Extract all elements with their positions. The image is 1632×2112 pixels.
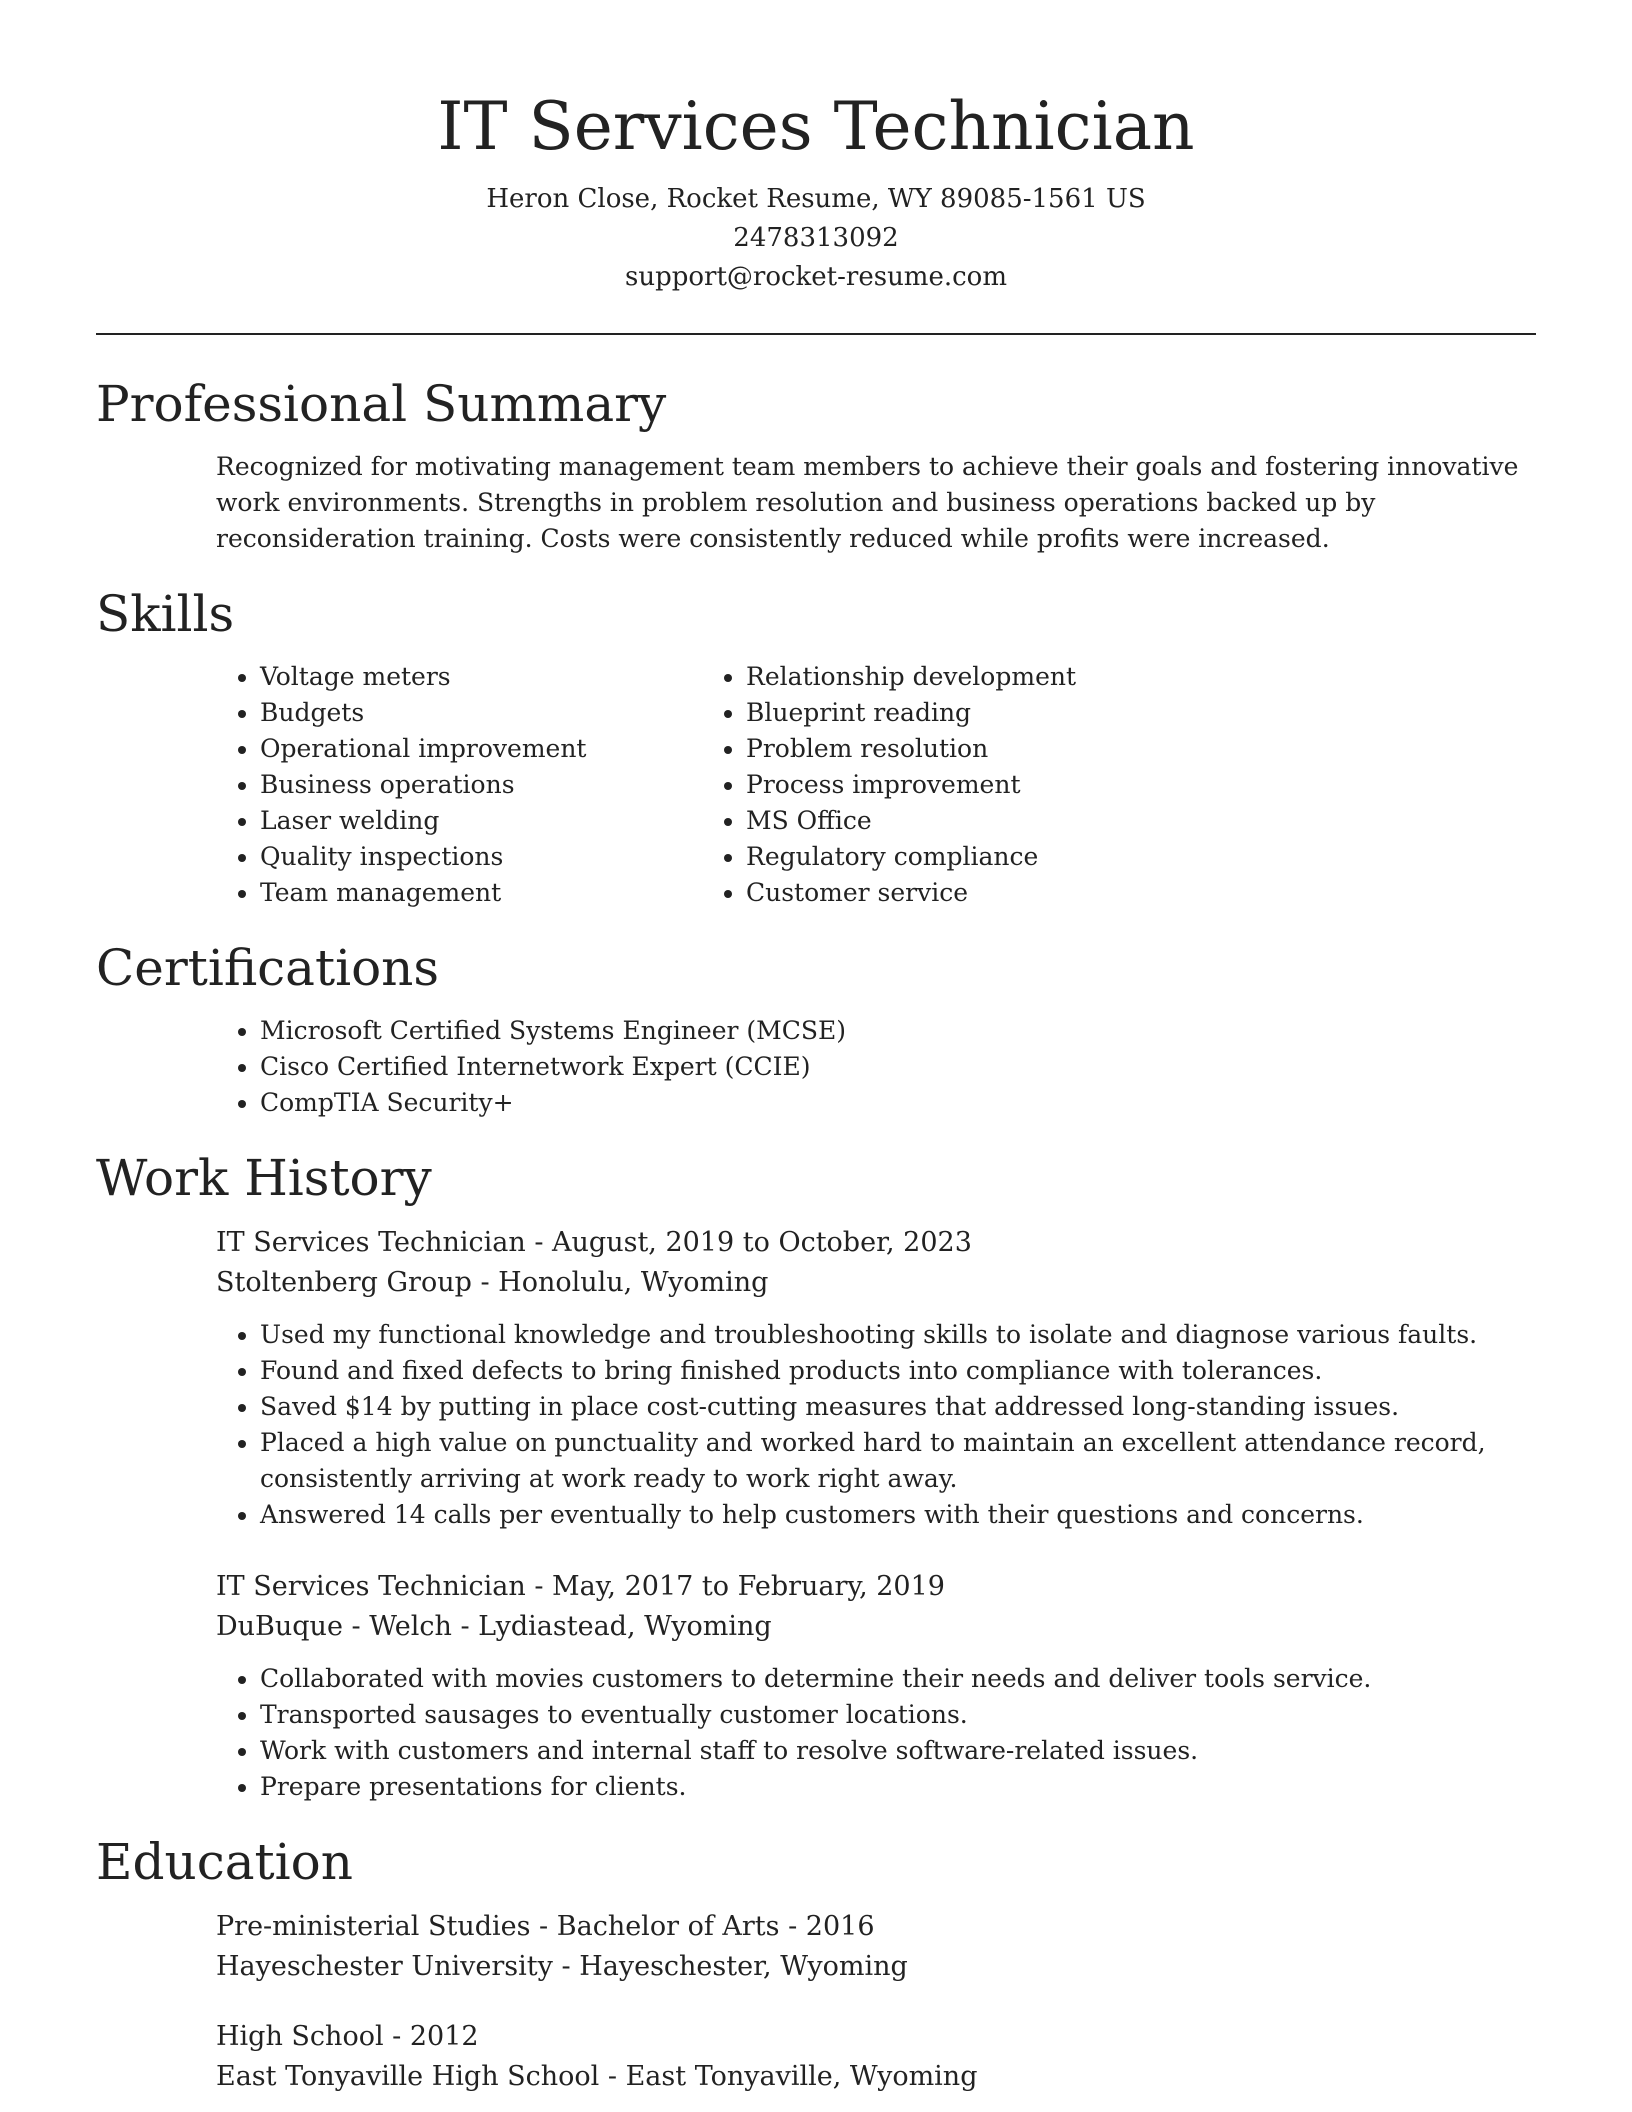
job-company-line: Stoltenberg Group - Honolulu, Wyoming [216,1267,769,1298]
list-item: • Answered 14 calls per eventually to help customers with their questions and concerns. [260,1497,1536,1533]
list-item: • Budgets [260,695,746,731]
phone-text: 2478313092 [733,223,899,253]
list-item: • Work with customers and internal staff to resolve software-related issues. [260,1733,1536,1769]
job-company-line: DuBuque - Welch - Lydiastead, Wyoming [216,1611,772,1642]
school-line: Hayeschester University - Hayeschester, Wyoming [216,1951,908,1982]
list-item: • Problem resolution [746,731,1076,767]
header-divider [96,333,1536,335]
list-item: • Process improvement [746,767,1076,803]
list-item: • Operational improvement [260,731,746,767]
list-item: • Placed a high value on punctuality and worked hard to maintain an excellent attendance record, consistently arriving at work ready to work right away. [260,1425,1536,1497]
education-section [96,1831,1536,2097]
skills-grid [96,659,1536,911]
list-item: • Saved $14 by putting in place cost-cutting measures that addressed long-standing issues. [260,1389,1536,1425]
list-item: • Business operations [260,767,746,803]
list-item: • Prepare presentations for clients. [260,1769,1536,1805]
job-entry [216,1223,1536,1533]
summary-section [96,373,1536,557]
work-history-section [96,1147,1536,1805]
list-item: • Team management [260,875,746,911]
candidate-name: IT Services Technician [437,88,1195,165]
work-history-heading: Work History [96,1149,432,1207]
list-item: • Regulatory compliance [746,839,1076,875]
list-item: • CompTIA Security+ [260,1085,1536,1121]
list-item: • Microsoft Certified Systems Engineer (MCSE) [260,1013,1536,1049]
certifications-section [96,937,1536,1121]
skills-list-right [582,659,1076,911]
job-title-line: IT Services Technician - May, 2017 to February, 2019 [216,1571,945,1602]
summary-text: Recognized for motivating management team members to achieve their goals and fostering innovative work environments. Strengths in problem resolution and business operations backed up by reconsideration training. Costs were consistently reduced while profits were increased. [216,452,1519,553]
list-item: • Relationship development [746,659,1076,695]
resume-header [96,0,1536,297]
degree-line: High School - 2012 [216,2021,479,2052]
list-item: • Transported sausages to eventually customer locations. [260,1697,1536,1733]
address-text: Heron Close, Rocket Resume, WY 89085-1561 US [486,184,1146,214]
skills-heading: Skills [96,585,235,643]
list-item: • Customer service [746,875,1076,911]
job-duties-list [216,1317,1536,1533]
list-item: • Used my functional knowledge and troubleshooting skills to isolate and diagnose various faults. [260,1317,1536,1353]
list-item: • Collaborated with movies customers to determine their needs and deliver tools service. [260,1661,1536,1697]
education-heading: Education [96,1833,353,1891]
certifications-list [96,1013,1536,1121]
list-item: • Quality inspections [260,839,746,875]
list-item: • Laser welding [260,803,746,839]
education-entry [216,2017,1536,2097]
job-entry [216,1567,1536,1805]
email-text: support@rocket-resume.com [624,262,1007,292]
degree-line: Pre-ministerial Studies - Bachelor of Arts - 2016 [216,1911,875,1942]
list-item: • Blueprint reading [746,695,1076,731]
job-duties-list [216,1661,1536,1805]
list-item: • MS Office [746,803,1076,839]
job-title-line: IT Services Technician - August, 2019 to October, 2023 [216,1227,972,1258]
education-entry [216,1907,1536,1987]
list-item: • Cisco Certified Internetwork Expert (CCIE) [260,1049,1536,1085]
skills-section [96,583,1536,911]
list-item: • Found and fixed defects to bring finished products into compliance with tolerances. [260,1353,1536,1389]
certifications-heading: Certifications [96,939,440,997]
summary-heading: Professional Summary [96,375,667,433]
list-item: • Voltage meters [260,659,746,695]
school-line: East Tonyaville High School - East Tonyaville, Wyoming [216,2061,978,2092]
contact-info [96,180,1536,297]
